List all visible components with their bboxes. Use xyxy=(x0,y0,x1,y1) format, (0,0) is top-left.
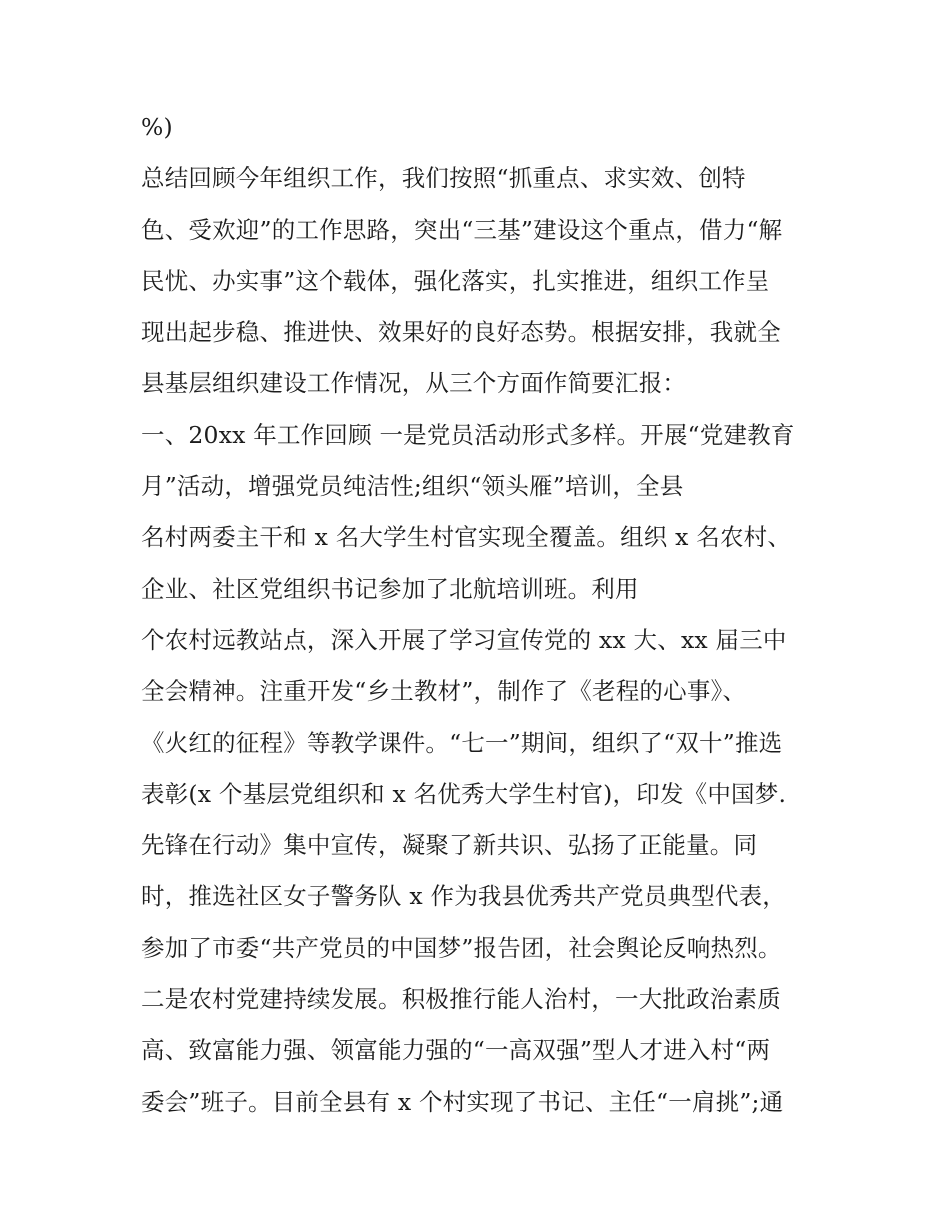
text-line: %) xyxy=(141,113,173,141)
text-line: 县基层组织建设工作情况，从三个方面作简要汇报： xyxy=(141,369,687,398)
text-line: 个农村远教站点，深入开展了学习宣传党的 xx 大、xx 届三中 xyxy=(141,625,787,654)
text-line: 总结回顾今年组织工作，我们按照“抓重点、求实效、创特 xyxy=(141,164,746,193)
text-line: 企业、社区党组织书记参加了北航培训班。利用 xyxy=(141,574,639,603)
text-line: 表彰(x 个基层党组织和 x 名优秀大学生村官)，印发《中国梦. xyxy=(141,779,787,808)
text-line: 高、致富能力强、领富能力强的“一高双强”型人才进入村“两 xyxy=(141,1036,771,1065)
text-line: 现出起步稳、推进快、效果好的良好态势。根据安排，我就全 xyxy=(141,318,781,347)
text-line: 时，推选社区女子警务队 x 作为我县优秀共产党员典型代表， xyxy=(141,882,786,911)
text-line: 一、20xx 年工作回顾 一是党员活动形式多样。开展“党建教育 xyxy=(141,420,795,449)
text-line: 全会精神。注重开发“乡土教材”，制作了《老程的心事》、 xyxy=(141,677,747,706)
text-line: 委会”班子。目前全县有 x 个村实现了书记、主任“一肩挑”;通 xyxy=(141,1087,784,1116)
text-line: 民忧、办实事”这个载体，强化落实，扎实推进，组织工作呈 xyxy=(141,266,770,295)
text-line: 《火红的征程》等教学课件。“七一”期间，组织了“双十”推选 xyxy=(141,728,783,757)
text-line: 色、受欢迎”的工作思路，突出“三基”建设这个重点，借力“解 xyxy=(141,215,783,244)
body-text xyxy=(141,104,841,1130)
text-line: 二是农村党建持续发展。积极推行能人治村，一大批政治素质 xyxy=(141,985,781,1014)
text-line: 参加了市委“共产党员的中国梦”报告团，社会舆论反响热烈。 xyxy=(141,933,782,962)
text-line: 月”活动，增强党员纯洁性;组织“领头雁”培训，全县 xyxy=(141,472,684,501)
text-line: 先锋在行动》集中宣传，凝聚了新共识、弘扬了正能量。同 xyxy=(141,831,758,860)
text-line: 名村两委主干和 x 名大学生村官实现全覆盖。组织 x 名农村、 xyxy=(141,523,792,552)
